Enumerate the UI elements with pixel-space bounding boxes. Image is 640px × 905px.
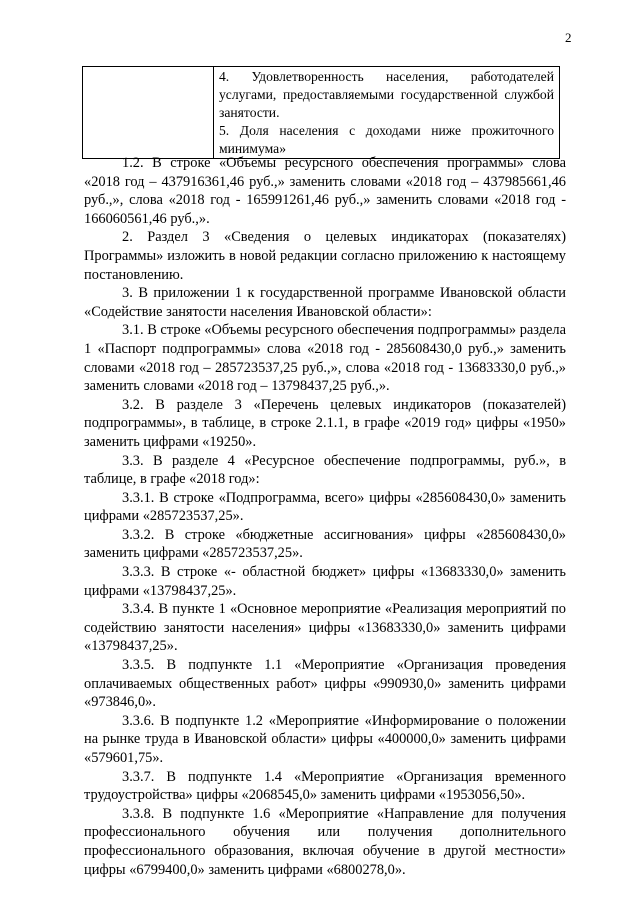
document-body [84,154,566,879]
paragraph-3-2: 3.2. В разделе 3 «Перечень целевых индикаторов (показателей) подпрограммы», в таблице, в строке 2.1.1, в графе «2019 год» цифры «1950» заменить цифрами «19250». [84,396,566,450]
paragraph-3-1: 3.1. В строке «Объемы ресурсного обеспечения подпрограммы» раздела 1 «Паспорт подпрограммы» слова «2018 год - 285608430,0 руб.,» заменить словами «2018 год – 285723537,25 руб.,», слова «2018 год - 13683330,0 руб.,» заменить словами «2018 год – 13798437,25 руб.,». [84,322,566,395]
indicators-cell [214,67,560,159]
paragraph-3-3-6: 3.3.6. В подпункте 1.2 «Мероприятие «Информирование о положении на рынке труда в Ивановской области» цифры «400000,0» заменить цифрами «579601,75». [84,712,566,766]
paragraph-3: 3. В приложении 1 к государственной программе Ивановской области «Содействие занятости населения Ивановской области»: [84,285,566,320]
table-row [83,67,560,159]
paragraph-3-3-7: 3.3.7. В подпункте 1.4 «Мероприятие «Организация временного трудоустройства» цифры «2068545,0» заменить цифрами «1953056,50». [84,768,566,804]
indicator-4: 4. Удовлетворенность населения, работодателей услугами, предоставляемыми государственной службой занятости. [219,69,554,120]
paragraph-3-3-1: 3.3.1. В строке «Подпрограмма, всего» цифры «285608430,0» заменить цифрами «285723537,25». [84,489,566,525]
paragraph-3-3: 3.3. В разделе 4 «Ресурсное обеспечение подпрограммы, руб.», в таблице, в графе «2018 год»: [84,452,566,488]
paragraph-3-3-3: 3.3.3. В строке «- областной бюджет» цифры «13683330,0» заменить цифрами «13798437,25». [84,564,566,599]
paragraph-3-3-2: 3.3.2. В строке «бюджетные ассигнования» цифры «285608430,0» заменить цифрами «285723537,25». [84,526,566,562]
paragraph-3-3-5: 3.3.5. В подпункте 1.1 «Мероприятие «Организация проведения оплачиваемых общественных работ» цифры «990930,0» заменить цифрами «973846,0». [84,657,566,711]
empty-table-cell [83,67,214,159]
indicators-table-fragment [82,66,560,159]
paragraph-3-3-4: 3.3.4. В пункте 1 «Основное мероприятие «Реализация мероприятий по содействию занятости населения» цифры «13683330,0» заменить цифрами «13798437,25». [84,601,566,655]
paragraph-1-2: 1.2. В строке «Объемы ресурсного обеспечения программы» слова «2018 год – 437916361,46 руб.,» заменить словами «2018 год – 437985661,46 руб.,», слова «2018 год - 165991261,46 руб.,» заменить словами «2018 год - 166060561,46 руб.,». [84,155,566,227]
paragraph-2: 2. Раздел 3 «Сведения о целевых индикаторах (показателях) Программы» изложить в новой редакции согласно приложению к настоящему постановлению. [84,229,566,283]
indicator-5: 5. Доля населения с доходами ниже прожиточного минимума» [219,123,554,156]
paragraph-3-3-8: 3.3.8. В подпункте 1.6 «Мероприятие «Направление для получения профессионального обучения или получения дополнительного профессионального образования, включая обучение в другой местности» цифры «6799400,0» заменить цифрами «6800278,0». [84,805,566,878]
page-number: 2 [565,30,572,45]
